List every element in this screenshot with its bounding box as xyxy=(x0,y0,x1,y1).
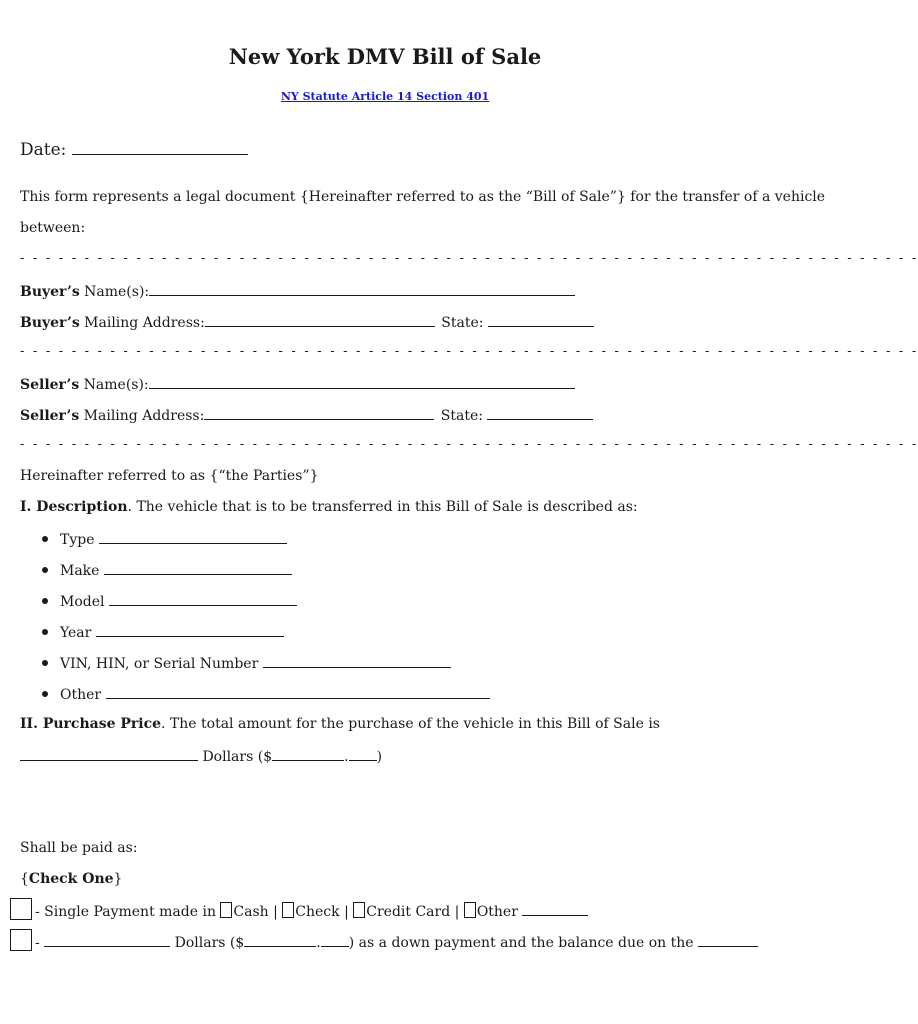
document-title: New York DMV Bill of Sale xyxy=(228,44,542,69)
date-label: Date xyxy=(20,140,61,160)
vin-field[interactable] xyxy=(263,653,451,668)
list-item xyxy=(42,622,284,642)
separator-1: - - - - - - - - - - - - - - - - - - - - - - - - - - - - - - - - - - - - - - - - - - - - - - - - - - - - - - - - - - - - - - - - - - - - - - xyxy=(20,251,918,266)
buyer-name-row xyxy=(20,281,575,301)
make-field[interactable] xyxy=(104,560,292,575)
other-field[interactable] xyxy=(106,684,490,699)
buyer-address-row xyxy=(20,312,594,332)
down-payment-text: ) as a down payment and the balance due on the xyxy=(348,935,699,951)
description-heading: I. Description xyxy=(20,499,128,515)
cash-label: Cash xyxy=(233,904,269,920)
down-payment-words-field[interactable] xyxy=(44,932,170,947)
year-label: Year xyxy=(60,625,92,641)
pipe-separator: | xyxy=(339,904,354,920)
seller-label: Seller’s xyxy=(20,377,80,393)
dollars-label: Dollars ($ xyxy=(198,749,273,765)
buyer-label-2: Buyer’s xyxy=(20,315,80,331)
other-label: Other xyxy=(60,687,102,703)
list-item xyxy=(42,684,490,704)
close-paren: ) xyxy=(376,749,383,765)
list-item xyxy=(42,529,287,549)
intro-line-2: between: xyxy=(20,220,86,236)
down-payment-row xyxy=(35,932,758,952)
pipe-separator: | xyxy=(450,904,464,920)
purchase-text: . The total amount for the purchase of the vehicle in this Bill of Sale is xyxy=(161,716,660,732)
make-label: Make xyxy=(60,563,100,579)
shall-be-paid: Shall be paid as: xyxy=(20,840,138,856)
seller-name-row xyxy=(20,374,575,394)
cash-checkbox[interactable] xyxy=(220,902,232,918)
model-label: Model xyxy=(60,594,105,610)
dollars-amount-field[interactable] xyxy=(272,746,344,761)
buyer-name-field[interactable] xyxy=(149,281,575,296)
other-payment-field[interactable] xyxy=(522,901,588,916)
balance-due-field[interactable] xyxy=(698,932,758,947)
purchase-heading: II. Purchase Price xyxy=(20,716,162,732)
list-item xyxy=(42,653,451,673)
seller-name-label: Name(s): xyxy=(79,377,149,393)
seller-name-field[interactable] xyxy=(149,374,575,389)
description-text: . The vehicle that is to be transferred in this Bill of Sale is described as: xyxy=(127,499,638,515)
pipe-separator: | xyxy=(268,904,283,920)
check-checkbox[interactable] xyxy=(282,902,294,918)
credit-card-label: Credit Card xyxy=(366,904,451,920)
seller-label-2: Seller’s xyxy=(20,408,80,424)
description-row xyxy=(20,498,638,516)
date-row: Date: xyxy=(20,140,248,159)
credit-card-checkbox[interactable] xyxy=(353,902,365,918)
bullet-icon xyxy=(42,536,48,542)
buyer-state-field[interactable] xyxy=(488,312,594,327)
check-one-label: Check One xyxy=(28,871,114,887)
type-label: Type xyxy=(60,532,95,548)
check-label: Check xyxy=(295,904,340,920)
down-payment-dollars-label: Dollars ($ xyxy=(170,935,245,951)
check-one-row xyxy=(20,870,122,888)
bullet-icon xyxy=(42,660,48,666)
list-item xyxy=(42,560,292,580)
type-field[interactable] xyxy=(99,529,287,544)
year-field[interactable] xyxy=(96,622,284,637)
other-payment-label: Other xyxy=(476,904,518,920)
date-field[interactable] xyxy=(72,140,248,155)
brace-open: { xyxy=(20,871,29,887)
separator-2: - - - - - - - - - - - - - - - - - - - - - - - - - - - - - - - - - - - - - - - - - - - - - - - - - - - - - - - - - - - - - - - - - - - - - - xyxy=(20,344,918,359)
other-checkbox[interactable] xyxy=(464,902,476,918)
seller-address-field[interactable] xyxy=(204,405,434,420)
single-payment-checkbox[interactable] xyxy=(10,898,32,920)
brace-close: } xyxy=(113,871,123,887)
bullet-icon xyxy=(42,567,48,573)
buyer-name-label: Name(s): xyxy=(79,284,150,300)
model-field[interactable] xyxy=(109,591,297,606)
down-payment-dash: - xyxy=(35,935,45,951)
vin-label: VIN, HIN, or Serial Number xyxy=(60,656,259,672)
separator-3: - - - - - - - - - - - - - - - - - - - - - - - - - - - - - - - - - - - - - - - - - - - - - - - - - - - - - - - - - - - - - - - - - - - - - - xyxy=(20,437,918,452)
dollars-words-field[interactable] xyxy=(20,746,198,761)
statute-link[interactable]: NY Statute Article 14 Section 401 xyxy=(280,90,490,103)
cents-field[interactable] xyxy=(349,746,377,761)
down-payment-cents-field[interactable] xyxy=(321,932,349,947)
purchase-row xyxy=(20,715,660,733)
seller-address-label: Mailing Address: xyxy=(79,408,205,424)
list-item xyxy=(42,591,297,611)
single-payment-text: - Single Payment made in xyxy=(35,904,221,920)
seller-state-label: State: xyxy=(440,408,483,424)
bullet-icon xyxy=(42,691,48,697)
bullet-icon xyxy=(42,598,48,604)
buyer-address-field[interactable] xyxy=(205,312,435,327)
single-payment-row xyxy=(35,901,588,921)
seller-state-field[interactable] xyxy=(487,405,593,420)
bullet-icon xyxy=(42,629,48,635)
parties-text: Hereinafter referred to as {“the Parties”} xyxy=(20,468,319,484)
decimal-point: . xyxy=(344,749,349,765)
down-payment-amount-field[interactable] xyxy=(244,932,316,947)
purchase-amount-row xyxy=(20,746,382,766)
buyer-address-label: Mailing Address: xyxy=(79,315,205,331)
down-payment-checkbox[interactable] xyxy=(10,929,32,951)
intro-line-1: This form represents a legal document {Hereinafter referred to as the “Bill of Sale”} for the transfer of a vehicle xyxy=(20,189,826,205)
down-payment-decimal: . xyxy=(316,935,321,951)
buyer-state-label: State: xyxy=(441,315,484,331)
seller-address-row xyxy=(20,405,593,425)
buyer-label: Buyer’s xyxy=(20,284,80,300)
